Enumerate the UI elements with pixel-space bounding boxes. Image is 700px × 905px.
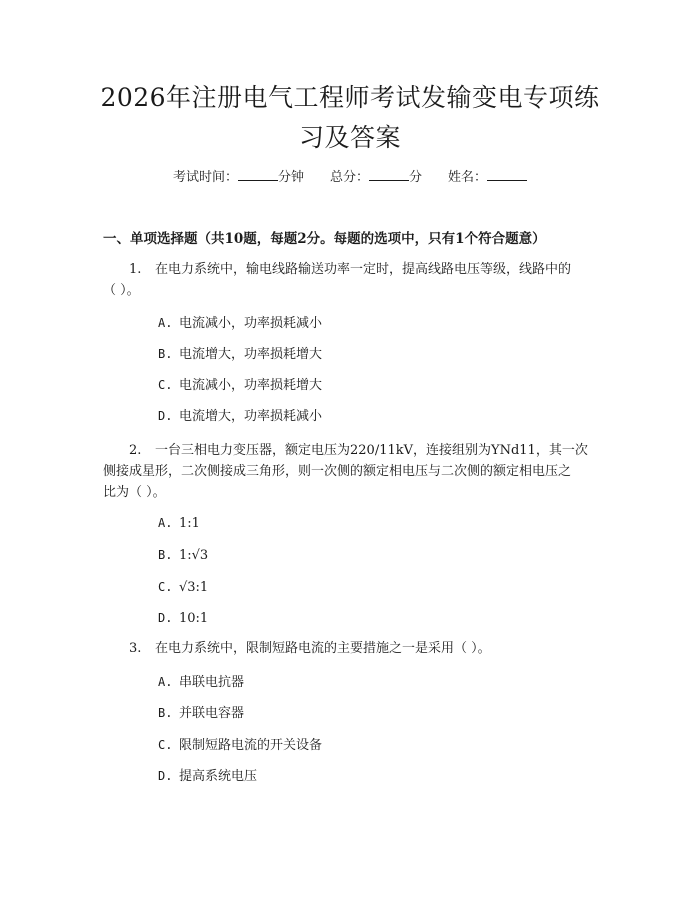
question-3 [103, 638, 600, 659]
name-label: 姓名： [448, 170, 488, 185]
question-text-line: 一台三相电力变压器，额定电压为220/11kV，连接组别为YNd11，其一次 [155, 443, 588, 458]
option-letter: B. [158, 706, 173, 720]
option-letter: C. [158, 378, 173, 392]
title-line-2: 习及答案 [298, 123, 401, 152]
name-blank [487, 168, 527, 181]
option-2b [158, 545, 208, 566]
option-letter: D. [158, 611, 173, 625]
option-letter: D. [158, 409, 173, 423]
question-number: 1. [129, 262, 142, 277]
option-text: 电流减小，功率损耗减小 [179, 316, 323, 331]
option-2c [158, 577, 208, 598]
question-text-line: 在电力系统中，输电线路输送功率一定时，提高线路电压等级，线路中的 [155, 262, 572, 277]
option-3b [158, 703, 244, 724]
exam-meta [0, 168, 700, 188]
option-1d [158, 406, 322, 427]
option-1c [158, 375, 322, 396]
section-heading: 一、单项选择题（共10题，每题2分。每题的选项中，只有1个符合题意） [103, 231, 546, 247]
document-title [90, 78, 610, 158]
time-blank [238, 168, 278, 181]
option-text: 10:1 [179, 611, 209, 626]
question-number: 2. [129, 443, 142, 458]
question-text-line: 在电力系统中，限制短路电流的主要措施之一是采用（ ）。 [155, 641, 491, 656]
option-2d [158, 608, 208, 629]
option-text: 串联电抗器 [179, 675, 245, 690]
option-letter: C. [158, 580, 173, 594]
option-text: 1:1 [179, 516, 200, 531]
option-letter: A. [158, 675, 173, 689]
option-text: 限制短路电流的开关设备 [179, 738, 323, 753]
option-2a [158, 513, 200, 534]
question-text-line: 比为（ ）。 [103, 485, 166, 500]
option-3d [158, 766, 257, 787]
option-letter: A. [158, 316, 173, 330]
option-text: 电流减小，功率损耗增大 [179, 378, 323, 393]
option-letter: B. [158, 548, 173, 562]
score-unit: 分 [409, 170, 423, 185]
option-letter: C. [158, 738, 173, 752]
score-blank [369, 168, 409, 181]
time-label: 考试时间： [172, 170, 238, 185]
option-text: √3:1 [179, 580, 209, 595]
option-1b [158, 344, 322, 365]
option-3a [158, 672, 244, 693]
option-letter: B. [158, 347, 173, 361]
question-text-line: 侧接成星形，二次侧接成三角形，则一次侧的额定相电压与二次侧的额定相电压之 [103, 464, 572, 479]
option-text: 电流增大，功率损耗增大 [179, 347, 323, 362]
option-text: 并联电容器 [179, 706, 245, 721]
option-text: 提高系统电压 [179, 769, 258, 784]
question-1 [103, 259, 600, 301]
option-text: 1:√3 [179, 548, 209, 563]
time-unit: 分钟 [277, 170, 304, 185]
question-2 [103, 440, 600, 503]
option-letter: D. [158, 769, 173, 783]
score-label: 总分： [329, 170, 369, 185]
question-number: 3. [129, 641, 142, 656]
option-3c [158, 735, 322, 756]
title-line-1: 2026年注册电气工程师考试发输变电专项练 [100, 83, 600, 112]
question-text-line: （ ）。 [103, 283, 140, 298]
option-text: 电流增大，功率损耗减小 [179, 409, 323, 424]
option-1a [158, 313, 322, 334]
option-letter: A. [158, 516, 173, 530]
